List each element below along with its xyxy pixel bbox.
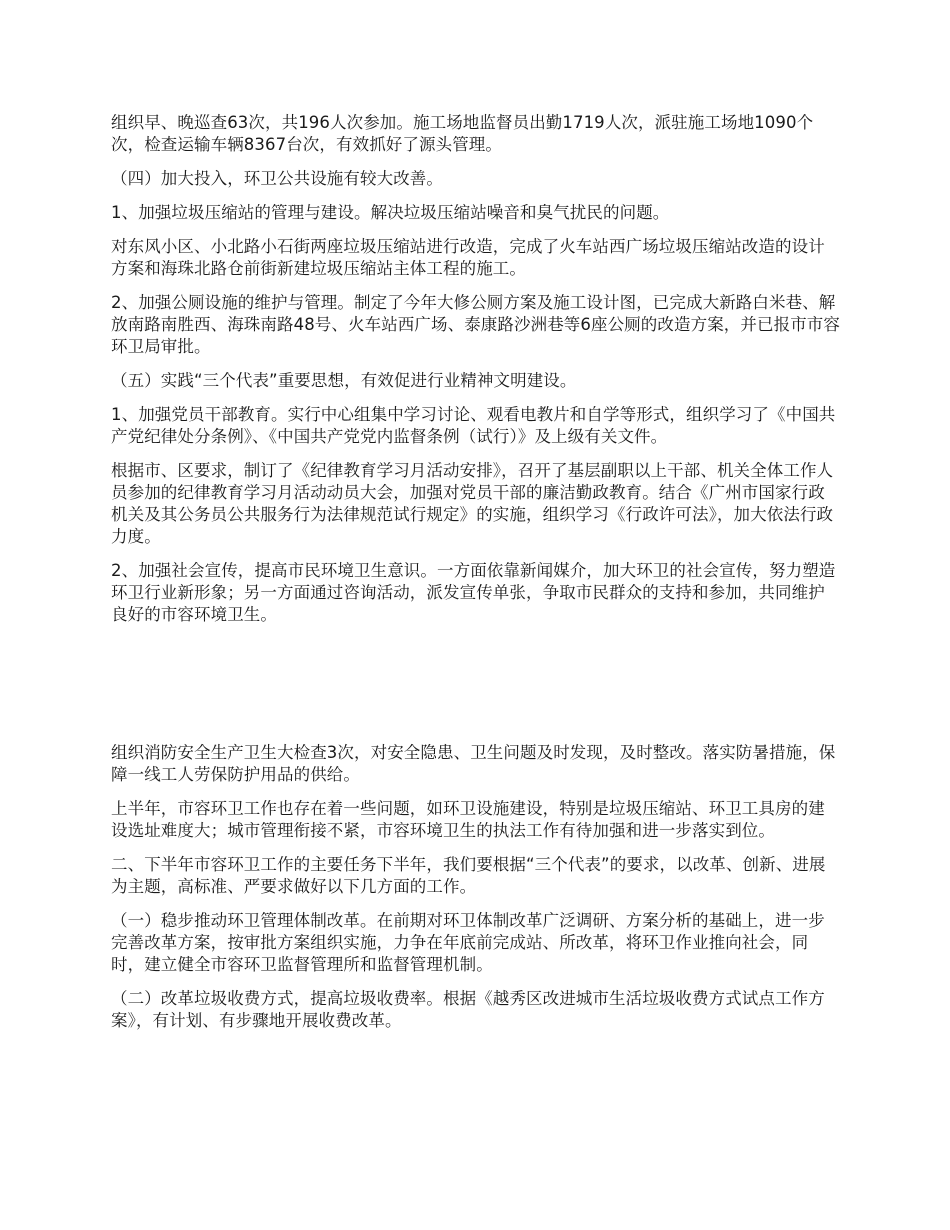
- paragraph-fee-reform: （二）改革垃圾收费方式，提高垃圾收费率。根据《越秀区改进城市生活垃圾收费方式试点工作方案》，有计划、有步骤地开展收费改革。: [111, 989, 825, 1030]
- paragraph-system-reform: （一）稳步推动环卫管理体制改革。在前期对环卫体制改革广泛调研、方案分析的基础上，进一步完善改革方案，按审批方案组织实施，力争在年底前完成站、所改革，将环卫作业推向社会，同时，建立健全市容环卫监督管理所和监督管理机制。: [111, 911, 825, 974]
- heading-section-4: （四）加大投入，环卫公共设施有较大改善。: [111, 169, 443, 188]
- paragraph-discipline-month: 根据市、区要求，制订了《纪律教育学习月活动安排》，召开了基层副职以上干部、机关全体工作人员参加的纪律教育学习月活动动员大会，加强对党员干部的廉洁勤政教育。结合《广州市国家行政机关及其公务员公共服务行为法律规范试行规定》的实施，组织学习《行政许可法》，加大依法行政力度。: [111, 461, 834, 546]
- paragraph-social-publicity: 2、加强社会宣传，提高市民环境卫生意识。一方面依靠新闻媒介，加大环卫的社会宣传，努力塑造环卫行业新形象；另一方面通过咨询活动，派发宣传单张，争取市民群众的支持和参加，共同维护良好的市容环境卫生。: [111, 561, 836, 624]
- heading-second-half-tasks: 二、下半年市容环卫工作的主要任务下半年，我们要根据“三个代表”的要求，以改革、创新、进展为主题，高标准、严要求做好以下几方面的工作。: [111, 855, 826, 896]
- text-block-upper: [111, 112, 841, 638]
- paragraph-safety-inspection: 组织消防安全生产卫生大检查3次，对安全隐患、卫生问题及时发现，及时整改。落实防暑措施，保障一线工人劳保防护用品的供给。: [111, 743, 836, 784]
- paragraph-party-education: 1、加强党员干部教育。实行中心组集中学习讨论、观看电教片和自学等形式，组织学习了《中国共产党纪律处分条例》、《中国共产党党内监督条例（试行）》及上级有关文件。: [111, 405, 836, 446]
- heading-section-5: （五）实践“三个代表”重要思想，有效促进行业精神文明建设。: [111, 371, 577, 390]
- paragraph-existing-problems: 上半年，市容环卫工作也存在着一些问题，如环卫设施建设，特别是垃圾压缩站、环卫工具房的建设选址难度大；城市管理衔接不紧，市容环境卫生的执法工作有待加强和进一步落实到位。: [111, 799, 825, 840]
- paragraph-station-renovation: 对东风小区、小北路小石街两座垃圾压缩站进行改造，完成了火车站西广场垃圾压缩站改造的设计方案和海珠北路仓前街新建垃圾压缩站主体工程的施工。: [111, 237, 825, 278]
- paragraph-inspection-stats: 组织早、晚巡查63次，共196人次参加。施工场地监督员出勤1719人次，派驻施工场地1090个次，检查运输车辆8367台次，有效抓好了源头管理。: [111, 113, 814, 154]
- text-block-lower: [111, 742, 841, 1044]
- paragraph-compression-station: 1、加强垃圾压缩站的管理与建设。解决垃圾压缩站噪音和臭气扰民的问题。: [111, 203, 670, 222]
- paragraph-public-toilets: 2、加强公厕设施的维护与管理。制定了今年大修公厕方案及施工设计图，已完成大新路白米巷、解放南路南胜西、海珠南路48号、火车站西广场、泰康路沙洲巷等6座公厕的改造方案，并已报市市容环卫局审批。: [111, 293, 840, 356]
